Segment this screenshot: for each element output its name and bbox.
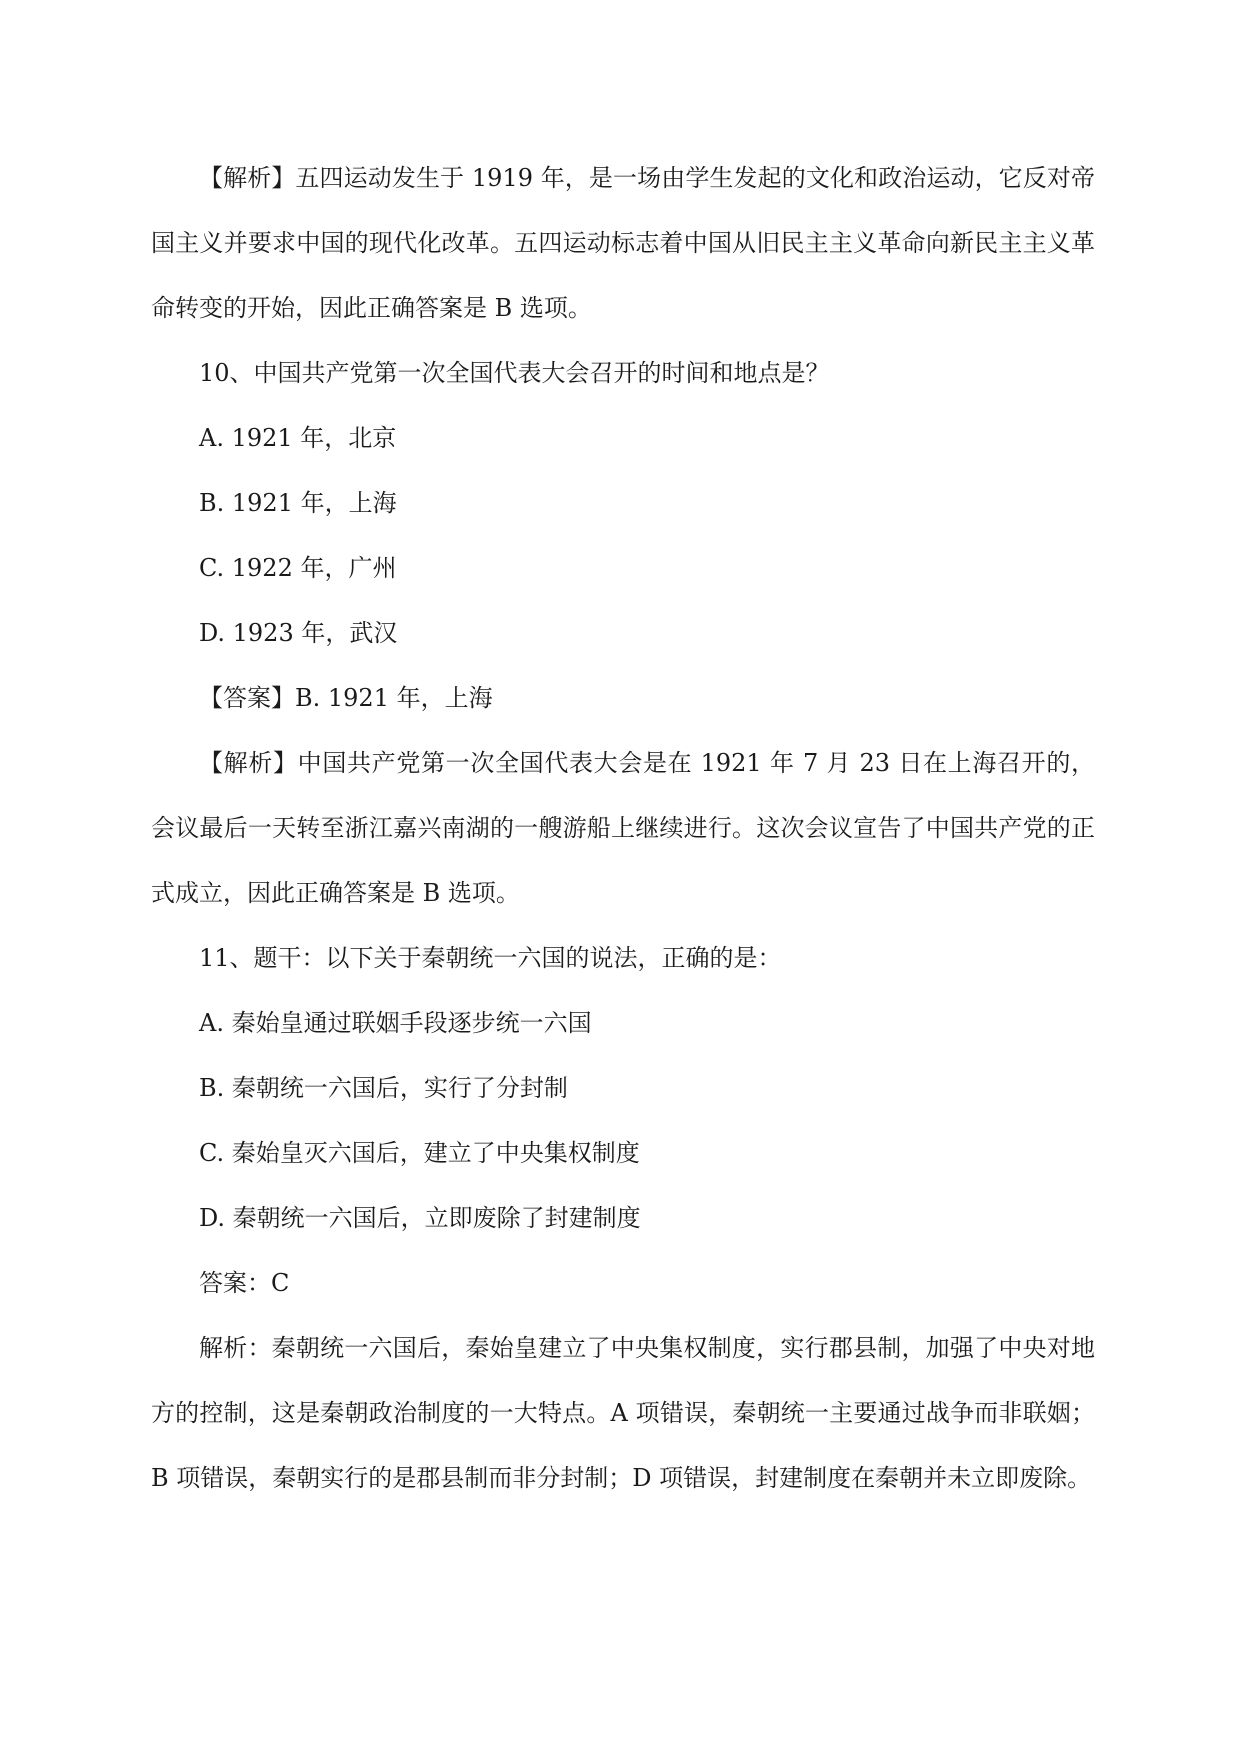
q10-analysis: 【解析】中国共产党第一次全国代表大会是在 1921 年 7 月 23 日在上海召开的，会议最后一天转至浙江嘉兴南湖的一艘游船上继续进行。这次会议宣告了中国共产党的正式成立，因此正确答案是 B 选项。 [151, 749, 1095, 907]
q11-option-c: C. 秦始皇灭六国后，建立了中央集权制度 [199, 1139, 640, 1167]
question-10: 10、中国共产党第一次全国代表大会召开的时间和地点是？ [199, 359, 830, 387]
q11-option-b: B. 秦朝统一六国后，实行了分封制 [199, 1074, 568, 1102]
analysis-paragraph-q9: 【解析】五四运动发生于 1919 年，是一场由学生发起的文化和政治运动，它反对帝国主义并要求中国的现代化改革。五四运动标志着中国从旧民主主义革命向新民主主义革命转变的开始，因此正确答案是 B 选项。 [151, 164, 1095, 322]
q11-analysis: 解析：秦朝统一六国后，秦始皇建立了中央集权制度，实行郡县制，加强了中央对地方的控制，这是秦朝政治制度的一大特点。A 项错误，秦朝统一主要通过战争而非联姻；B 项错误，秦朝实行的是郡县制而非分封制；D 项错误，封建制度在秦朝并未立即废除。 [151, 1334, 1095, 1492]
q10-answer: 【答案】B. 1921 年，上海 [199, 684, 493, 712]
q11-option-a: A. 秦始皇通过联姻手段逐步统一六国 [199, 1009, 592, 1037]
q11-option-d: D. 秦朝统一六国后，立即废除了封建制度 [199, 1204, 641, 1232]
q11-answer: 答案：C [199, 1269, 290, 1297]
q10-option-a: A. 1921 年，北京 [199, 424, 397, 452]
question-11: 11、题干：以下关于秦朝统一六国的说法，正确的是： [199, 944, 782, 972]
document-body [151, 146, 1095, 1511]
q10-option-d: D. 1923 年，武汉 [199, 619, 398, 647]
q10-option-c: C. 1922 年，广州 [199, 554, 397, 582]
q10-option-b: B. 1921 年，上海 [199, 489, 397, 517]
